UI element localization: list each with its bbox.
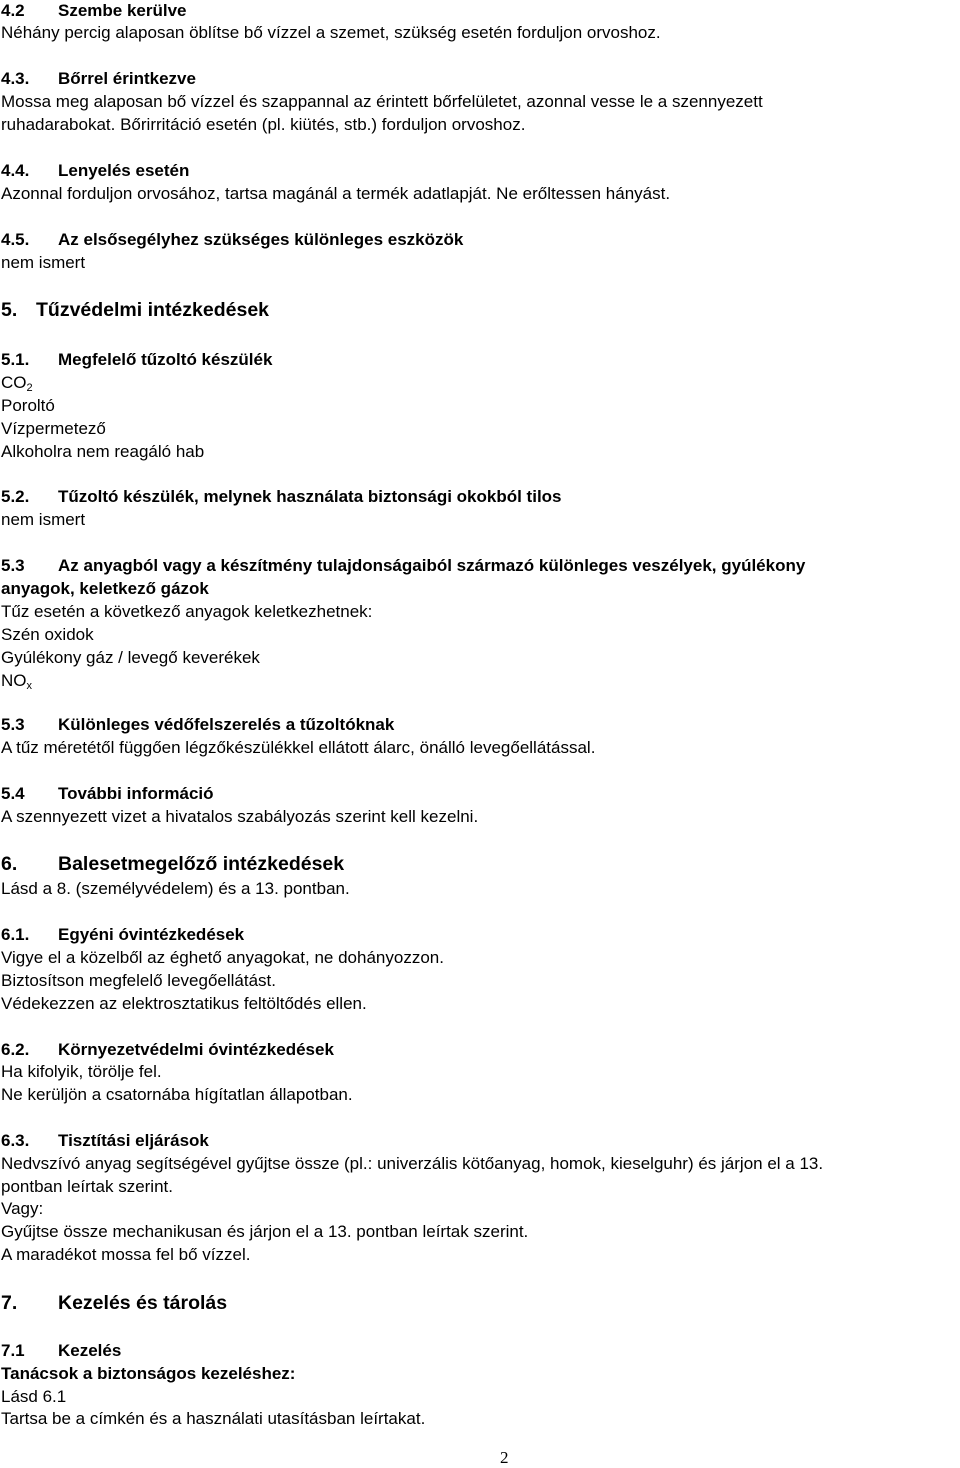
- text-6: Lásd a 8. (személyvédelem) és a 13. pontban.: [1, 879, 350, 898]
- heading-5-3-protective: 5.3 Különleges védőfelszerelés a tűzoltóknak: [1, 715, 395, 734]
- heading-5-2: 5.2. Tűzoltó készülék, melynek használata biztonsági okokból tilos: [1, 487, 562, 506]
- subheading-7-1: Tanácsok a biztonságos kezeléshez:: [1, 1364, 296, 1383]
- text-4-4: Azonnal forduljon orvosához, tartsa magánál a termék adatlapját. Ne erőltessen hányást.: [1, 184, 671, 203]
- heading-7-1: 7.1 Kezelés: [1, 1341, 122, 1360]
- co2-item: $CO_2$: [1, 373, 33, 394]
- text-5-2: nem ismert: [1, 510, 86, 529]
- text-5-3-protective: A tűz méretétől függően légzőkészülékkel ellátott álarc, önálló levegőellátással.: [1, 738, 596, 757]
- text-4-2: Néhány percig alaposan öblítse bő vízzel a szemet, szükség esetén forduljon orvoshoz.: [1, 23, 661, 42]
- text-4-5: nem ismert: [1, 253, 86, 272]
- hazard-item: Szén oxidok: [1, 625, 94, 644]
- hazard-item: Tűz esetén a következő anyagok keletkezhetnek:: [1, 602, 373, 621]
- cleanup-item: Vagy:: [1, 1199, 44, 1218]
- handling-item: Tartsa be a címkén és a használati utasításban leírtakat.: [1, 1409, 426, 1428]
- environment-item: Ha kifolyik, törölje fel.: [1, 1062, 162, 1081]
- page-number: 2: [500, 1448, 509, 1467]
- precaution-item: Biztosítson megfelelő levegőellátást.: [1, 971, 276, 990]
- cleanup-item: A maradékot mossa fel bő vízzel.: [1, 1245, 251, 1264]
- heading-6-1: 6.1. Egyéni óvintézkedések: [1, 925, 245, 944]
- heading-6-3: 6.3. Tisztítási eljárások: [1, 1131, 209, 1150]
- heading-4-2: 4.2 Szembe kerülve: [1, 1, 187, 20]
- extinguisher-item: Vízpermetező: [1, 419, 106, 438]
- heading-5: 5. Tűzvédelmi intézkedések: [1, 299, 270, 321]
- heading-6-2: 6.2. Környezetvédelmi óvintézkedések: [1, 1040, 334, 1059]
- cleanup-item: Nedvszívó anyag segítségével gyűjtse össze (pl.: univerzális kötőanyag, homok, kieselguhr) és járjon el a 13.: [1, 1154, 824, 1173]
- heading-4-4: 4.4. Lenyelés esetén: [1, 161, 190, 180]
- nox-item: $NO_x$: [1, 671, 32, 692]
- text-4-3-line-2: ruhadarabokat. Bőrirritáció esetén (pl. kiütés, stb.) forduljon orvoshoz.: [1, 115, 526, 134]
- precaution-item: Vigye el a közelből az éghető anyagokat, ne dohányozzon.: [1, 948, 444, 967]
- cleanup-item: Gyűjtse össze mechanikusan és járjon el a 13. pontban leírtak szerint.: [1, 1222, 529, 1241]
- environment-item: Ne kerüljön a csatornába hígítatlan állapotban.: [1, 1085, 353, 1104]
- heading-7: 7. Kezelés és tárolás: [1, 1292, 228, 1314]
- text-5-4: A szennyezett vizet a hivatalos szabályozás szerint kell kezelni.: [1, 807, 479, 826]
- extinguisher-item: Poroltó: [1, 396, 55, 415]
- heading-5-1: 5.1. Megfelelő tűzoltó készülék: [1, 350, 273, 369]
- text-4-3-line-1: Mossa meg alaposan bő vízzel és szappannal az érintett bőrfelületet, azonnal vesse le a szennyezett: [1, 92, 763, 111]
- heading-4-5: 4.5. Az elsősegélyhez szükséges különleges eszközök: [1, 230, 464, 249]
- heading-5-3-line-1: 5.3 Az anyagból vagy a készítmény tulajdonságaiból származó különleges veszélyek, gyúlékony: [1, 556, 806, 575]
- heading-6: 6. Balesetmegelőző intézkedések: [1, 853, 345, 875]
- extinguisher-item: Alkoholra nem reagáló hab: [1, 442, 205, 461]
- handling-item: Lásd 6.1: [1, 1387, 67, 1406]
- cleanup-item: pontban leírtak szerint.: [1, 1177, 173, 1196]
- precaution-item: Védekezzen az elektrosztatikus feltöltődés ellen.: [1, 994, 367, 1013]
- heading-4-3: 4.3. Bőrrel érintkezve: [1, 69, 196, 88]
- heading-5-4: 5.4 További információ: [1, 784, 214, 803]
- hazard-item: Gyúlékony gáz / levegő keverékek: [1, 648, 260, 667]
- heading-5-3-line-2: anyagok, keletkező gázok: [1, 579, 209, 598]
